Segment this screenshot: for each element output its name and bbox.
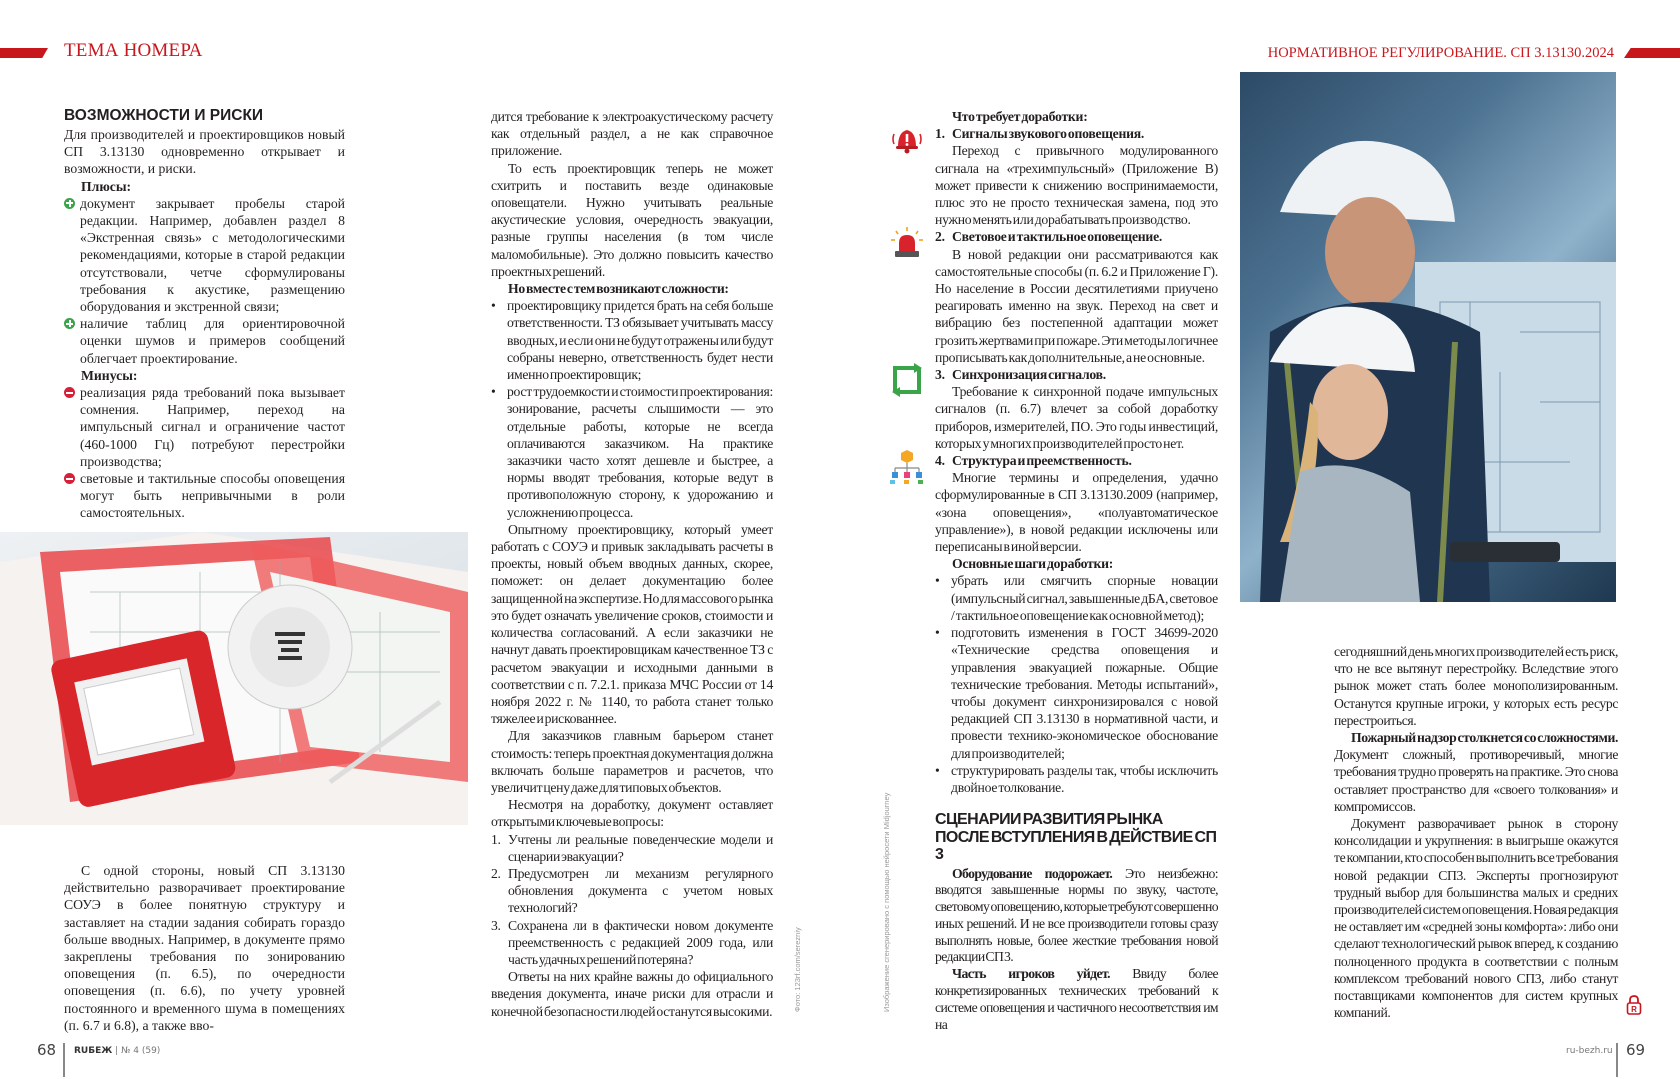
subheading: Но вместе с тем возникают сложности: [508, 281, 729, 297]
minus-item-text: световые и тактильные способы оповещения могут быть непривычными в роли самостоятельных. [80, 471, 345, 521]
list-item-text: Световое и тактильное оповещение. [952, 229, 1163, 245]
paragraph-text: Это неизбежно: вводятся завышенные нормы по звуку, частоте, световому оповещению, которые требуют совершенно иных решений. И не все производители готовы сразу выполнять новые, более жесткие требования новой редакции СП 3. [935, 865, 1218, 965]
paragraph: Многие термины и определения, удачно сформулированные в СП 3.13130.2009 (например, «зона оповещения», «полуавтоматическое управление»), в новой редакции исключены или переписаны в иной версии. [935, 470, 1218, 555]
photo-fire-alarm-plan [0, 532, 468, 825]
sync-icon [889, 362, 925, 398]
image-generated-caption: Изображение сгенерировано с помощью нейросети Midjourney [882, 792, 891, 1012]
plus-icon [64, 318, 75, 329]
numbered-list-item [935, 228, 1218, 245]
bullet-item-text: рост трудоемкости и стоимости проектирования: зонирование, расчеты слышимости — это отдельные работы, которые не всегда оплачиваются заказчиком. На практике заказчики часто хотят дешевле и быстрее, а нормы вводят требования, которые ведут в противоположную сторону, к удорожанию и усложнению процесса. [507, 384, 773, 520]
footer-site: ru-bezh.ru [1566, 1046, 1613, 1056]
paragraph: Переход с привычного модулированного сигнала на «трехимпульсный» (Приложение В) может привести к снижению воспринимаемости, плюс это не просто техническая замена, под это нужно менять или дорабатывать производство. [935, 143, 1218, 228]
paragraph [935, 866, 1218, 967]
subheading: Основные шаги доработки: [952, 556, 1114, 572]
paragraph-lead: Пожарный надзор столкнется со сложностями. [1351, 730, 1618, 746]
numbered-list-item [491, 831, 773, 865]
header-bar-right [1624, 48, 1680, 58]
paragraph: Для производителей и проектировщиков новый СП 3.13130 одновременно открывает и возможности, и риски. [64, 127, 345, 177]
bullet-icon: • [491, 298, 496, 314]
paragraph: сегодняшний день многих производителей есть риск, что не все вытянут перестройку. Вследствие этого рынок может стать более монополизированным. Останутся крупные игроки, у которых есть ресурс перестроиться. [1334, 644, 1618, 728]
numbered-list-item [935, 452, 1218, 469]
bullet-icon: • [935, 762, 940, 778]
paragraph: Несмотря на доработку, документ оставляет открытыми ключевые вопросы: [491, 797, 773, 830]
issue-number: | № 4 (59) [112, 1046, 161, 1056]
photo-engineers-at-monitor [1240, 72, 1616, 602]
bullet-item-text: проектировщику придется брать на себя больше ответственности. ТЗ обязывает учитывать массу вводных, и если они не будут отражены или будут собраны неверно, ответственность будет нести именно проектировщик; [507, 298, 773, 383]
padlock-icon [1626, 994, 1642, 1016]
paragraph: Опытному проектировщику, который умеет работать с СОУЭ и привык закладывать расчеты в проекты, новый объем вводных данных, скорее, поможет: он делает документацию более защищенной на экспертизе. Но для массового рынка это будет означать увеличение сроков, стоимости и количества согласований. А если заказчики не начнут давать проектировщикам качественное ТЗ с расчетом эвакуации и исходными данными в соответствии с п. 7.2.1. приказа МЧС России от 14 ноября 2022 г. № 1140, то работа станет только тяжелее и рискованнее. [491, 521, 773, 727]
bullet-icon: • [935, 573, 940, 589]
paragraph-lead: Часть игроков уйдет. [952, 966, 1110, 982]
list-item-text: Сохранена ли в фактически новом документе преемственность с редакцией 2009 года, или часть удачных решений потеряна? [508, 917, 773, 967]
paragraph: Документ разворачивает рынок в сторону консолидации и укрупнения: в выигрыше окажутся те компании, кто способен выполнить все требования новой редакции СП3. Эксперты прогнозируют трудный выбор для большинства малых и средних производителей систем оповещения. Новая редакция не оставляет им «средней зоны комфорта»: либо они сделают технологический рывок вперед, к созданию полноценного продукта в соответствии с полным комплексом требований нового СП3, либо станут поставщиками компонентов для систем крупных компаний. [1334, 816, 1618, 1021]
list-number: 4. [935, 453, 945, 469]
svg-text:R: R [1631, 1005, 1637, 1014]
list-item-text: Структура и преемственность. [952, 453, 1132, 469]
paragraph-lead: Оборудование подорожает. [952, 865, 1113, 881]
bullet-list-item [491, 297, 773, 383]
column-1-bottom [64, 862, 345, 1034]
subheading: Плюсы: [81, 178, 132, 194]
bullet-list-item [935, 572, 1218, 624]
plus-list-item [64, 315, 345, 367]
footer-divider-left [63, 1043, 65, 1077]
paragraph: С одной стороны, новый СП 3.13130 действительно разворачивает проектирование СОУЭ в более понятную структуру и заставляет на стадии задания собирать гораздо больше вводных. Например, в документе прямо закреплены требования по зонированию оповещения (п. 6.5), по очередности оповещения (п. 6.6), по учету уровней постоянного и временного шума в помещениях (п. 6.7 и 6.8), а также вво- [64, 863, 345, 1033]
section-heading: ВОЗМОЖНОСТИ И РИСКИ [64, 107, 264, 124]
minus-list-item [64, 384, 345, 470]
list-number: 3. [935, 367, 945, 383]
list-number: 3. [491, 917, 501, 933]
plus-item-text: документ закрывает пробелы старой редакции. Например, добавлен раздел 8 «Экстренная связь» с методологическими рекомендациями, которые в старой редакции отсутствовали, четче сформулированы требования к акустике, размещению оборудования и экстренной связи; [80, 195, 345, 315]
minus-list-item [64, 470, 345, 522]
bullet-list-item [491, 383, 773, 521]
numbered-list-item [935, 366, 1218, 383]
bullet-icon: • [491, 384, 496, 400]
header-bar-left [0, 48, 48, 58]
list-number: 2. [935, 229, 945, 245]
photo-credit-caption: Фото: 123rf.com/serezniy [793, 927, 802, 1012]
bullet-item-text: подготовить изменения в ГОСТ 34699-2020 «Технические средства оповещения и управления эвакуацией пожарные. Общие технические требования. Методы испытаний», чтобы документ синхронизировался с новой редакцией СП 3.13130 в нормативной части, и провести технико-экономическое обоснование для производителей; [951, 625, 1218, 761]
bullet-icon: • [935, 625, 940, 641]
plus-item-text: наличие таблиц для ориентировочной оценки шумов и примеров сообщений облегчает проектирование. [80, 316, 345, 366]
beacon-light-icon [889, 225, 925, 261]
paragraph: Для заказчиков главным барьером станет стоимость: теперь проектная документация должна включать больше параметров и расчетов, что увеличит цену даже для типовых объектов. [491, 728, 773, 795]
paragraph [1334, 729, 1618, 815]
footer-magazine [74, 1046, 160, 1056]
subheading: Что требует доработки: [952, 109, 1088, 124]
numbered-list-item [491, 865, 773, 917]
paragraph-text: Документ сложный, противоречивый, многие требования трудно проверять на практике. Это снова оставляет пространство для «своего толкования» и компромиссов. [1334, 747, 1618, 814]
footer-divider-right [1616, 1043, 1618, 1077]
plus-list-item [64, 195, 345, 315]
page-number-right: 69 [1626, 1041, 1646, 1059]
rubric-title: НОРМАТИВНОЕ РЕГУЛИРОВАНИЕ. СП 3.13130.2024 [1267, 45, 1614, 61]
minus-icon [64, 387, 75, 398]
subheading: Минусы: [81, 367, 138, 383]
bullet-item-text: структурировать разделы так, чтобы исключить двойное толкование. [951, 762, 1218, 795]
minus-icon [64, 473, 75, 484]
list-number: 1. [935, 126, 945, 142]
magazine-name: RUБЕЖ [74, 1046, 113, 1056]
bullet-list-item [935, 624, 1218, 762]
alarm-bell-icon [889, 120, 925, 156]
plus-icon [64, 198, 75, 209]
list-item-text: Синхронизация сигналов. [952, 367, 1106, 383]
column-3-bottom [935, 811, 1218, 1033]
column-4 [1334, 643, 1618, 1021]
column-3 [935, 108, 1218, 796]
paragraph [935, 966, 1218, 1033]
paragraph: В новой редакции они рассматриваются как самостоятельные способы (п. 6.2 и Приложение Г). Но население в России десятилетиями приучено реагировать именно на звук. Переход на свет и вибрацию без постепенной адаптации может грозить жертвами при пожаре. Эти методы логичнее прописывать как дополнительные, а не основные. [935, 246, 1218, 365]
section-heading: СЦЕНАРИИ РАЗВИТИЯ РЫНКА ПОСЛЕ ВСТУПЛЕНИЯ В ДЕЙСТВИЕ СП 3 [935, 811, 1217, 863]
column-1 [64, 107, 345, 522]
column-2 [491, 108, 773, 1020]
hierarchy-icon [889, 448, 925, 484]
list-number: 2. [491, 865, 501, 881]
list-number: 1. [491, 831, 501, 847]
numbered-list-item [491, 917, 773, 969]
paragraph-text: Ввиду более конкретизированных технических требований к системе оповещения и частичного несоответствия им на [935, 966, 1218, 1032]
bullet-list-item [935, 762, 1218, 796]
bullet-item-text: убрать или смягчить спорные новации (импульсный сигнал, завышенные дБА, световое / тактильное оповещение как основной метод); [951, 573, 1218, 623]
paragraph: Требование к синхронной подаче импульсных сигналов (п. 6.7) влечет за собой доработку приборов, измерителей, ПО. Это годы инвестиций, которых у многих производителей просто нет. [935, 384, 1218, 451]
paragraph: Ответы на них крайне важны до официального введения документа, иначе риски для отрасли и конечной безопасности людей останутся высокими. [491, 969, 773, 1019]
section-title: ТЕМА НОМЕРА [64, 40, 203, 61]
paragraph: дится требование к электроакустическому расчету как отдельный раздел, а не как справочное приложение. [491, 109, 773, 159]
paragraph: То есть проектировщик теперь не может схитрить и поставить везде одинаковые оповещатели. Нужно учитывать реальные акустические условия, очередность эвакуации, разные группы населения (в том числе маломобильные). Это должно повысить качество проектных решений. [491, 160, 773, 279]
minus-item-text: реализация ряда требований пока вызывает сомнения. Например, переход на импульсный сигнал и ограничение частот (460-1000 Гц) потребуют перестройки производства; [80, 385, 345, 469]
list-item-text: Сигналы звукового оповещения. [952, 126, 1145, 142]
list-item-text: Учтены ли реальные поведенческие модели и сценарии эвакуации? [508, 831, 773, 864]
page-number-left: 68 [37, 1041, 57, 1059]
list-item-text: Предусмотрен ли механизм регулярного обновления документа с учетом новых технологий? [508, 865, 773, 916]
numbered-list-item [935, 125, 1218, 142]
